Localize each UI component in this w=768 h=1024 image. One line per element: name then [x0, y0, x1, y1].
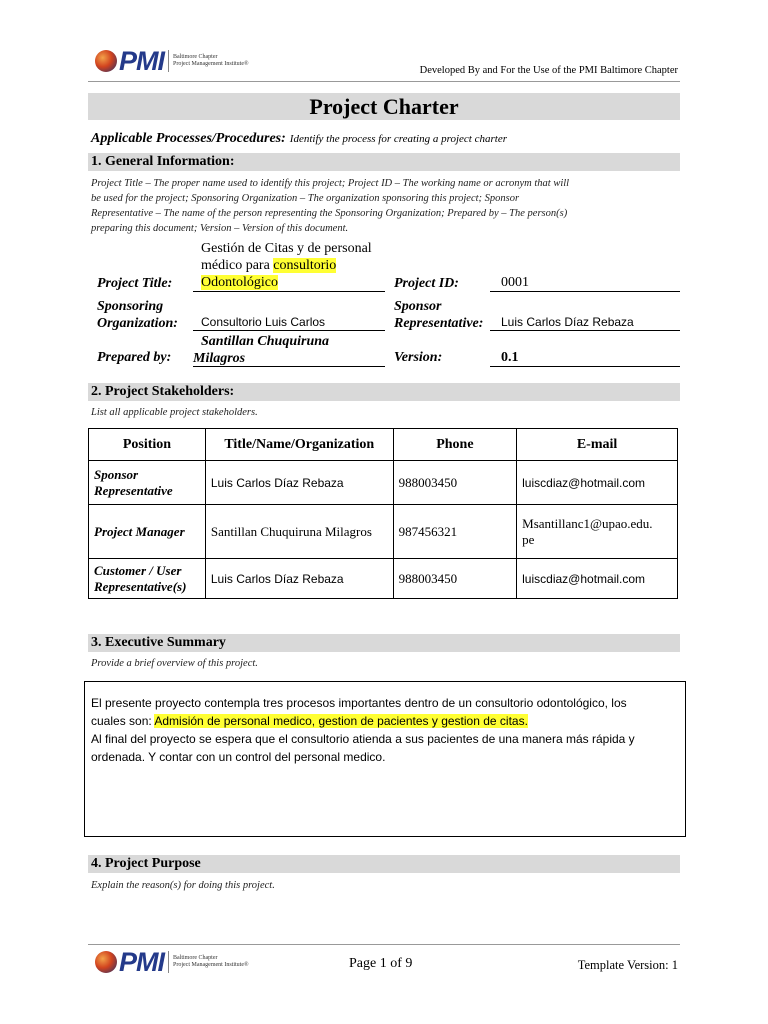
- prepared-by-field[interactable]: Santillan Chuquiruna Milagros: [193, 333, 385, 367]
- table-row: [89, 559, 678, 599]
- email-cell: Msantillanc1@upao.edu. pe: [517, 505, 678, 559]
- phone-cell: 988003450: [393, 461, 517, 505]
- section-project-purpose: 4. Project Purpose: [88, 855, 680, 873]
- project-purpose-description: Explain the reason(s) for doing this project.: [91, 880, 275, 891]
- section-project-stakeholders: 2. Project Stakeholders:: [88, 383, 680, 401]
- logo-subtitle: Baltimore Chapter: [173, 955, 218, 961]
- logo-text: PMI: [119, 46, 165, 76]
- prepared-by-label: Prepared by:: [97, 350, 172, 365]
- sponsoring-organization-label: Sponsoring Organization:: [97, 299, 178, 331]
- section-executive-summary: 3. Executive Summary: [88, 634, 680, 652]
- header-logo: [95, 46, 249, 76]
- template-version: Template Version: 1: [577, 958, 678, 972]
- column-header: Phone: [393, 429, 517, 461]
- project-id-field[interactable]: 0001: [490, 274, 680, 292]
- general-info-description: Project Title – The proper name used to identify this project; Project ID – The working name or acronym that will be used for the project; Sponsoring Organization – The organization sponsoring this project; Sponsor Representative – The name of the person representing the Sponsoring Organization; Prepared by – The person(s) preparing this document; Version – Version of this document.: [91, 178, 570, 234]
- stakeholders-description: List all applicable project stakeholders.: [91, 407, 258, 418]
- logo-text: PMI: [119, 947, 165, 977]
- developed-by: Developed By and For the Use of the PMI Baltimore Chapter: [419, 65, 678, 76]
- page-title: Project Charter: [88, 93, 680, 120]
- table-row: [89, 505, 678, 559]
- section-general-information: 1. General Information:: [88, 153, 680, 171]
- footer-rule: [88, 944, 680, 945]
- project-title-label: Project Title:: [97, 276, 173, 291]
- project-title-field[interactable]: Gestión de Citas y de personal médico para consultorio Odontológico: [193, 240, 385, 292]
- sponsor-representative-label: Sponsor Representative:: [394, 299, 484, 331]
- version-label: Version:: [394, 350, 443, 365]
- page-number: Page 1 of 9: [349, 956, 413, 971]
- applicable-processes: Applicable Processes/Procedures: Identify the process for creating a project charter: [91, 131, 507, 146]
- globe-icon: [95, 50, 117, 72]
- email-cell: luiscdiaz@hotmail.com: [517, 461, 678, 505]
- logo-subtitle: Project Management Institute®: [173, 962, 249, 968]
- name-cell: Luis Carlos Díaz Rebaza: [205, 559, 393, 599]
- sponsoring-organization-field[interactable]: Consultorio Luis Carlos: [193, 313, 385, 331]
- name-cell: Luis Carlos Díaz Rebaza: [205, 461, 393, 505]
- globe-icon: [95, 951, 117, 973]
- executive-summary-box[interactable]: El presente proyecto contempla tres procesos importantes dentro de un consultorio odontológico, los cuales son: Admisión de personal medico, gestion de pacientes y gestion de citas. Al final del proyecto se espera que el consultorio atienda a sus pacientes de una manera más rápida y ordenada. Y contar con un control del personal medico.: [84, 681, 686, 837]
- column-header: E-mail: [517, 429, 678, 461]
- logo-subtitle: Baltimore Chapter: [173, 54, 218, 60]
- stakeholders-table: [88, 428, 678, 599]
- sponsor-representative-field[interactable]: Luis Carlos Díaz Rebaza: [490, 313, 680, 331]
- header-rule: [88, 81, 680, 82]
- footer-logo: [95, 947, 249, 977]
- phone-cell: 987456321: [393, 505, 517, 559]
- email-cell: luiscdiaz@hotmail.com: [517, 559, 678, 599]
- executive-summary-description: Provide a brief overview of this project.: [91, 658, 258, 669]
- column-header: Title/Name/Organization: [205, 429, 393, 461]
- table-row: [89, 461, 678, 505]
- position-cell: Project Manager: [89, 505, 206, 559]
- column-header: Position: [89, 429, 206, 461]
- position-cell: Sponsor Representative: [89, 461, 206, 505]
- phone-cell: 988003450: [393, 559, 517, 599]
- project-id-label: Project ID:: [394, 276, 459, 291]
- position-cell: Customer / User Representative(s): [89, 559, 206, 599]
- logo-subtitle: Project Management Institute®: [173, 61, 249, 67]
- version-field[interactable]: 0.1: [490, 349, 680, 367]
- table-header-row: [89, 429, 678, 461]
- name-cell: Santillan Chuquiruna Milagros: [205, 505, 393, 559]
